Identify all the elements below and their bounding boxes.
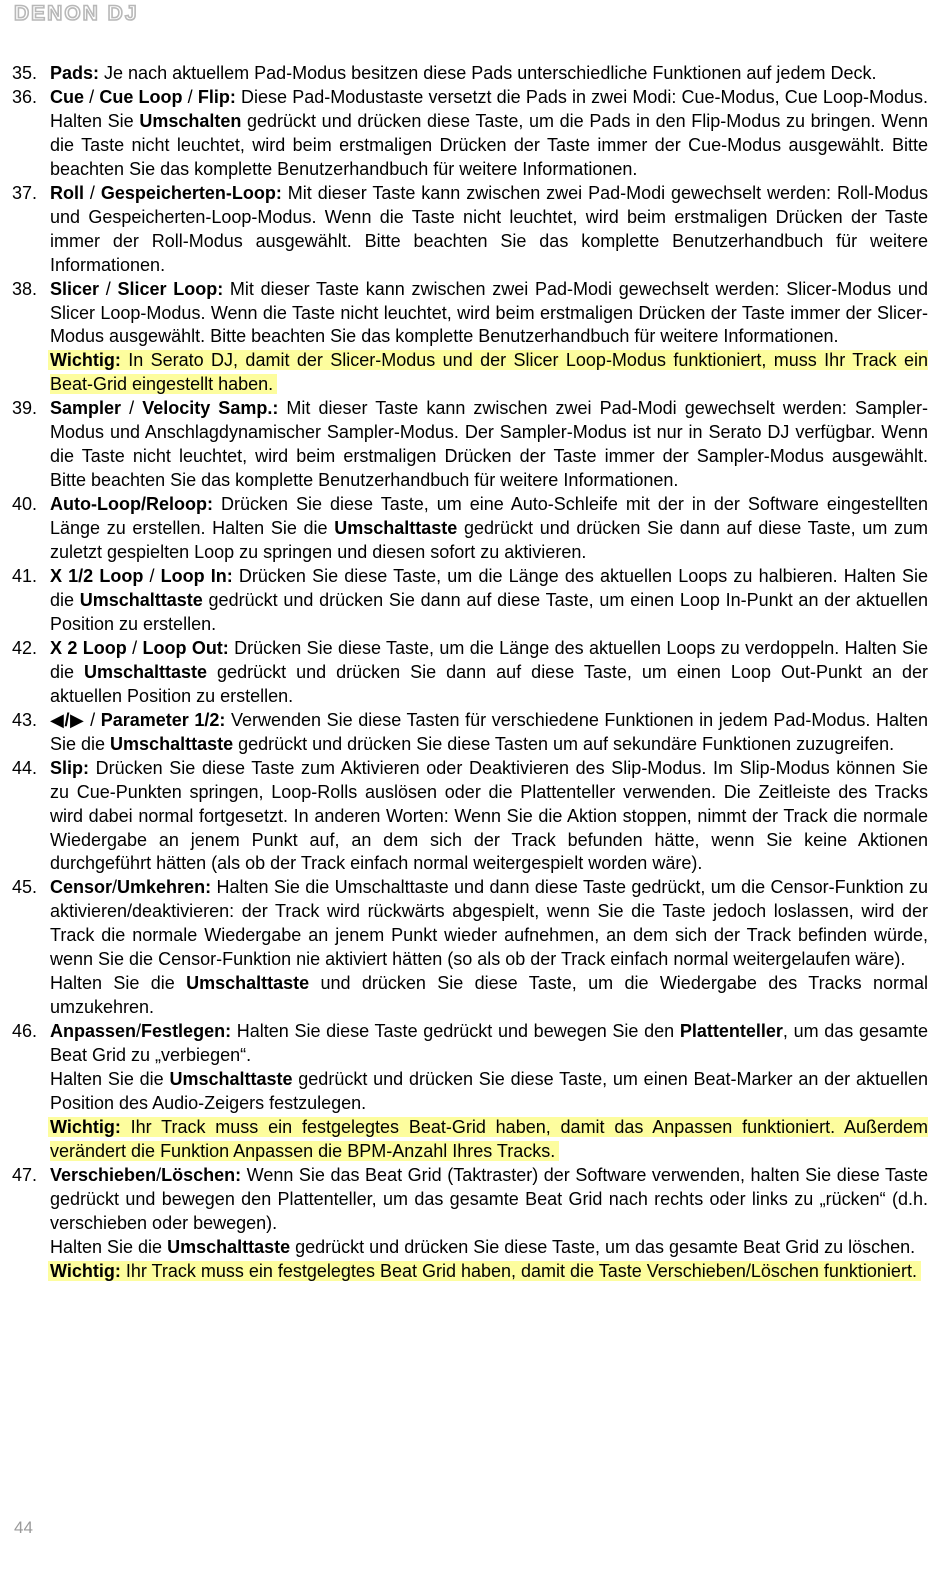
bold-term: Auto-Loop/Reloop: [50, 494, 213, 515]
bold-term: Umschalttaste [169, 1069, 293, 1090]
list-item [12, 1020, 928, 1164]
text-run: Mit dieser Taste kann zwischen zwei Pad-Modi gewechselt werden: Sampler-Modus und Anschlagdynamischer Sampler-Modus. Der Sampler-Modus ist nur in Serato DJ verfügbar. Wenn die Taste nicht leuchtet, wird beim erstmaligen Drücken der Taste immer der Sampler-Modus ausgewählt. Bitte beachten Sie das komplette Benutzerhandbuch für weitere Informationen. [50, 398, 928, 491]
text-run: / [143, 566, 161, 587]
list-item [12, 493, 928, 565]
text-run: / [156, 1164, 162, 1185]
item-paragraph [50, 565, 928, 637]
item-number: 38. [12, 278, 38, 299]
bold-term: Cue [50, 86, 85, 107]
text-run: Halten Sie die [50, 1236, 168, 1257]
bold-term: Umschalttaste [186, 973, 310, 994]
item-body [50, 876, 928, 1020]
bold-term: Velocity Samp.: [142, 398, 279, 419]
highlight [48, 350, 928, 394]
text-run: Drücken Sie diese Taste, um die Länge des aktuellen Loops zu verdoppeln. Halten Sie die [50, 637, 929, 682]
list-item [12, 565, 928, 637]
text-run: Diese Pad-Modustaste versetzt die Pads in zwei Modi: Cue-Modus, Cue Loop-Modus. Halten Sie [50, 86, 928, 131]
item-paragraph [50, 1164, 928, 1236]
logo-wordmark [14, 2, 210, 24]
item-body [50, 565, 928, 637]
item-number: 43. [12, 709, 38, 730]
item-paragraph [50, 876, 928, 972]
item-paragraph [50, 757, 928, 877]
item-number: 45. [12, 877, 38, 898]
text-run: Verwenden Sie diese Tasten für verschiedene Funktionen in jedem Pad-Modus. Halten Sie die [50, 709, 928, 754]
bold-term: Cue Loop [99, 86, 183, 107]
bold-term: Pads: [50, 63, 100, 83]
text-run: In Serato DJ, damit der Slicer-Modus und der Slicer Loop-Modus funktioniert, muss Ihr Track ein Beat-Grid eingestellt haben. [50, 350, 928, 395]
item-number: 39. [12, 398, 38, 419]
bold-term: Roll [50, 182, 84, 203]
bold-term: Umschalttaste [334, 518, 458, 539]
text-run: / [84, 182, 101, 203]
bold-term: Löschen: [161, 1164, 242, 1185]
text-run: gedrückt und drücken Sie dann auf diese Taste, um zum zuletzt gespielten Loop zu springen und diesen sofort zu aktivieren. [50, 518, 929, 563]
text-run: und drücken Sie diese Taste, um die Wiedergabe des Tracks normal umzukehren. [50, 973, 928, 1018]
item-number: 47. [12, 1164, 38, 1185]
bold-term: Slicer Loop: [117, 278, 224, 299]
list-item [12, 278, 928, 398]
text-run: / [112, 877, 118, 898]
denon-dj-logo [14, 2, 214, 24]
bold-term: Censor [50, 877, 113, 898]
item-body [50, 182, 928, 278]
bold-term: Parameter 1/2: [100, 709, 226, 730]
feature-list [12, 62, 928, 1284]
text-run: gedrückt und drücken diese Taste, um die Pads in den Flip-Modus zu bringen. Wenn die Taste nicht leuchtet, wird beim erstmaligen Drücken der Taste immer der Cue-Modus ausgewählt. Bitte beachten Sie das komplette Benutzerhandbuch für weitere Informationen. [50, 110, 928, 179]
bold-term: Anpassen [50, 1021, 137, 1042]
bold-term: Umschalttaste [167, 1236, 291, 1257]
item-paragraph [50, 182, 928, 278]
bold-term: Flip: [197, 86, 236, 107]
page-number: 44 [14, 1518, 33, 1537]
list-item [12, 62, 928, 86]
text-run: Drücken Sie diese Taste, um eine Auto-Schleife mit der in der Software eingestellten Länge zu erstellen. Halten Sie die [50, 494, 928, 539]
text-run: / [126, 637, 143, 658]
item-paragraph [50, 1068, 928, 1116]
bold-term: Slicer [50, 278, 100, 299]
bold-term: Umschalttaste [110, 733, 234, 754]
item-number: 44. [12, 757, 38, 778]
item-paragraph [50, 62, 928, 86]
list-item [12, 1164, 928, 1284]
item-body [50, 1164, 928, 1284]
item-body [50, 757, 928, 877]
bold-term: X 2 Loop [50, 637, 127, 658]
bold-term: Plattenteller [679, 1021, 783, 1042]
item-paragraph [50, 278, 928, 350]
item-number: 41. [12, 566, 38, 587]
bold-term: Loop In: [160, 566, 233, 587]
important-note [50, 1260, 928, 1284]
item-body [50, 493, 928, 565]
bold-term: Umkehren: [117, 877, 212, 898]
highlight [48, 1261, 921, 1281]
text-run: Halten Sie diese Taste gedrückt und bewegen Sie den [231, 1021, 680, 1042]
bold-term: Wichtig: [50, 1260, 121, 1281]
item-number: 40. [12, 494, 38, 515]
bold-term: X 1/2 Loop [50, 566, 144, 587]
list-item [12, 182, 928, 278]
list-item [12, 637, 928, 709]
item-paragraph [50, 1236, 928, 1260]
list-item [12, 757, 928, 877]
text-run: / [84, 86, 100, 107]
item-number: 36. [12, 86, 38, 107]
text-run: / [84, 709, 101, 730]
item-body [50, 397, 928, 493]
bold-term: Gespeicherten-Loop: [100, 182, 282, 203]
text-run: Halten Sie die [50, 1069, 170, 1090]
text-run: Drücken Sie diese Taste, um die Länge des aktuellen Loops zu halbieren. Halten Sie die [50, 566, 928, 610]
text-run: / [99, 278, 118, 299]
bold-term: Slip: [50, 757, 89, 778]
text-run: , um das gesamte Beat Grid zu „verbiegen“. [50, 1021, 928, 1066]
item-body [50, 1020, 928, 1164]
text-run: / [136, 1021, 142, 1042]
bold-term: Loop Out: [142, 637, 229, 658]
bold-term: ◀/▶ [50, 709, 85, 730]
item-paragraph [50, 397, 928, 493]
item-paragraph [50, 637, 928, 709]
item-body [50, 86, 928, 182]
item-body [50, 637, 928, 709]
item-number: 35. [12, 63, 38, 83]
item-paragraph [50, 86, 928, 182]
text-run: gedrückt und drücken Sie diese Taste, um einen Beat-Marker an der aktuellen Position des Audio-Zeigers festzulegen. [50, 1069, 929, 1113]
text-run: Drücken Sie diese Taste zum Aktivieren oder Deaktivieren des Slip-Modus. Im Slip-Modus können Sie zu Cue-Punkten springen, Loop-Rolls auslösen oder die Plattenteller verwenden. Die Zeitleiste des Tracks wird dabei normal fortgesetzt. In anderen Worten: Wenn Sie die Aktion stoppen, nimmt der Track die normale Wiedergabe an jenem Punkt auf, an dem sich der Track befunden hätte, wenn Sie keine Aktionen durchgeführt hätten (als ob der Track einfach normal weitergespielt worden wäre). [50, 757, 928, 874]
bold-term: Festlegen: [141, 1021, 232, 1042]
item-body [50, 278, 928, 398]
list-item [12, 709, 928, 757]
important-note [50, 349, 928, 397]
highlight [48, 1117, 928, 1161]
bold-term: Wichtig: [50, 1116, 121, 1137]
text-run: / [182, 86, 198, 107]
text-run: / [121, 398, 143, 419]
item-paragraph [50, 1020, 928, 1068]
bold-term: Umschalttaste [84, 661, 208, 682]
item-number: 42. [12, 637, 38, 658]
list-item [12, 876, 928, 1020]
text-run: Halten Sie die [50, 973, 187, 994]
text-run: gedrückt und drücken Sie diese Taste, um das gesamte Beat Grid zu löschen. [290, 1236, 916, 1257]
item-paragraph [50, 493, 928, 565]
item-body [50, 709, 928, 757]
bold-term: Sampler [50, 398, 122, 419]
bold-term: Umschalten [139, 110, 242, 131]
list-item [12, 397, 928, 493]
list-item [12, 86, 928, 182]
text-run: Wenn Sie das Beat Grid (Taktraster) der Software verwenden, halten Sie diese Taste gedrückt und bewegen den Plattenteller, um das gesamte Beat Grid nach rechts oder links zu „rücken“ (d.h. verschieben oder bewegen). [50, 1164, 928, 1233]
text-run: gedrückt und drücken Sie diese Tasten um auf sekundäre Funktionen zuzugreifen. [233, 733, 895, 754]
item-number: 46. [12, 1021, 38, 1042]
text-run: Halten Sie die Umschalttaste und dann diese Taste gedrückt, um die Censor-Funktion zu aktivieren/deaktivieren: der Track wird rückwärts abgespielt, wenn Sie die Taste jedoch loslassen, wird der Track die normale Wiedergabe an jenem Punkt wieder aufnehmen, an dem sich der Track befinden würde, wenn Sie die Censor-Funktion nie aktiviert hätten (so als ob der Track einfach normal weitergelaufen wäre). [50, 877, 928, 970]
bold-term: Umschalttaste [79, 589, 203, 610]
item-paragraph [50, 709, 928, 757]
text-run: gedrückt und drücken Sie dann auf diese Taste, um einen Loop Out-Punkt an der aktuellen Position zu erstellen. [50, 661, 928, 706]
item-paragraph [50, 972, 928, 1020]
text-run: Mit dieser Taste kann zwischen zwei Pad-Modi gewechselt werden: Slicer-Modus und Slicer Loop-Modus. Wenn die Taste nicht leuchtet, wird beim erstmaligen Drücken der Taste immer der Slicer-Modus ausgewählt. Bitte beachten Sie das komplette Benutzerhandbuch für weitere Informationen. [50, 278, 928, 347]
text-run: gedrückt und drücken Sie dann auf diese Taste, um einen Loop In-Punkt an der aktuellen Position zu erstellen. [50, 589, 928, 634]
text-run: Mit dieser Taste kann zwischen zwei Pad-Modi gewechselt werden: Roll-Modus und Gespeicherten-Loop-Modus. Wenn die Taste nicht leuchtet, wird beim erstmaligen Drücken der Taste immer der Roll-Modus ausgewählt. Bitte beachten Sie das komplette Benutzerhandbuch für weitere Informationen. [50, 182, 928, 275]
text-run: Je nach aktuellem Pad-Modus besitzen diese Pads unterschiedliche Funktionen auf jedem Deck. [99, 63, 877, 83]
text-run: Ihr Track muss ein festgelegtes Beat Grid haben, damit die Taste Verschieben/Löschen funktioniert. [120, 1260, 917, 1281]
important-note [50, 1116, 928, 1164]
item-number: 37. [12, 182, 38, 203]
item-body [50, 62, 928, 86]
bold-term: Verschieben [50, 1164, 157, 1185]
text-run: Ihr Track muss ein festgelegtes Beat-Grid haben, damit das Anpassen funktioniert. Außerdem verändert die Funktion Anpassen die BPM-Anzahl Ihres Tracks. [50, 1116, 928, 1161]
logo-text: DENON DJ [14, 2, 139, 24]
bold-term: Wichtig: [50, 350, 121, 371]
